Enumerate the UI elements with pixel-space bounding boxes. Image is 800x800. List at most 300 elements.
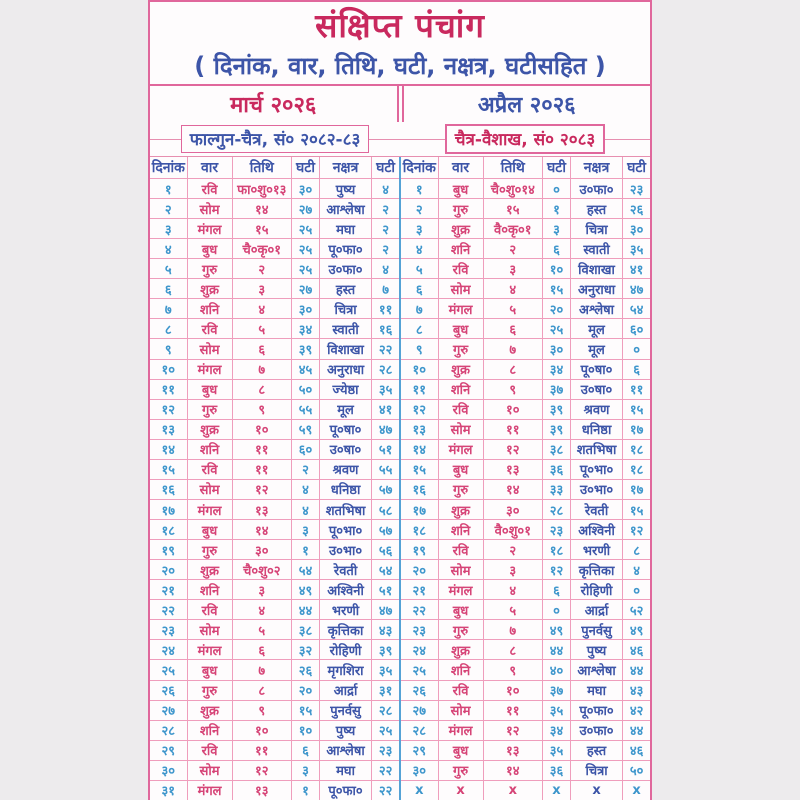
table-row [401, 420, 650, 440]
nakshatra-cell: आर्द्रा [571, 600, 623, 619]
nakshatra-cell: पू०फा० [571, 701, 623, 720]
weekday-cell: शुक्र [188, 560, 233, 579]
weekday-cell: गुरु [188, 259, 233, 278]
date-cell: ५ [401, 259, 439, 278]
table-row [401, 339, 650, 359]
nakshatra-cell: अनुराधा [320, 360, 372, 379]
table-row [401, 580, 650, 600]
table-row [401, 400, 650, 420]
ghati-cell: ४० [543, 660, 571, 679]
nakshatra-cell: मूल [320, 400, 372, 419]
nakshatra-cell: कृत्तिका [571, 560, 623, 579]
ghati-cell: २३ [543, 520, 571, 539]
weekday-cell: बुध [188, 660, 233, 679]
date-cell: ८ [150, 319, 188, 338]
tithi-cell: ४ [484, 580, 544, 599]
column-header: वार [188, 157, 233, 178]
ghati-cell: २ [382, 202, 389, 218]
nakshatra-cell: धनिष्ठा [320, 480, 372, 499]
ghati-cell: ४३ [629, 684, 644, 700]
table-row [150, 400, 399, 420]
ghati-cell: २३ [378, 744, 393, 760]
tithi-cell: ९ [233, 701, 293, 720]
tithi-cell: ५ [233, 319, 293, 338]
tithi-cell: ७ [233, 360, 293, 379]
nakshatra-cell: पू०फा० [320, 781, 372, 800]
ghati-cell: ३५ [378, 383, 393, 399]
tithi-cell: २ [484, 540, 544, 559]
table-row [401, 179, 650, 199]
tithi-cell: ३ [233, 580, 293, 599]
nakshatra-cell: कृत्तिका [320, 620, 372, 639]
table-row [401, 741, 650, 761]
weekday-cell: मंगल [439, 299, 484, 318]
ghati-cell: १० [543, 259, 571, 278]
tithi-cell: वै०कृ०१ [484, 219, 544, 238]
ghati-cell: ५५ [378, 463, 393, 479]
date-cell: २५ [150, 660, 188, 679]
tithi-cell: १३ [484, 741, 544, 760]
tithi-cell: ८ [233, 380, 293, 399]
tithi-cell: ९ [484, 380, 544, 399]
nakshatra-cell: चित्रा [571, 219, 623, 238]
table-row [401, 480, 650, 500]
ghati-cell: २३ [629, 182, 644, 198]
table-row [150, 560, 399, 580]
date-cell: १० [401, 360, 439, 379]
tithi-cell: चै०शु०२ [233, 560, 293, 579]
weekday-cell: शनि [188, 440, 233, 459]
ghati-cell: २५ [543, 319, 571, 338]
weekday-cell: रवि [188, 179, 233, 198]
ghati-cell: ३५ [543, 701, 571, 720]
samvat-row [150, 122, 650, 156]
weekday-cell: मंगल [188, 360, 233, 379]
weekday-cell: गुरु [188, 540, 233, 559]
tithi-cell: ६ [233, 339, 293, 358]
ghati-cell: ३० [292, 299, 320, 318]
tithi-cell: २ [233, 259, 293, 278]
nakshatra-cell: उ०षा० [571, 380, 623, 399]
weekday-cell: गुरु [188, 681, 233, 700]
ghati-cell: २२ [378, 343, 393, 358]
ghati-cell: ४४ [629, 664, 644, 679]
ghati-cell: १ [543, 199, 571, 218]
tithi-cell: ६ [484, 319, 544, 338]
ghati-cell: १ [292, 540, 320, 559]
tithi-cell: १४ [233, 199, 293, 218]
tithi-cell: १० [233, 721, 293, 740]
weekday-cell: x [439, 781, 484, 800]
weekday-cell: शनि [188, 299, 233, 318]
tithi-cell: ९ [233, 400, 293, 419]
column-header: नक्षत्र [320, 157, 372, 178]
date-cell: २४ [150, 640, 188, 659]
table-header-row [401, 157, 650, 179]
weekday-cell: सोम [188, 620, 233, 639]
ghati-cell: ० [633, 583, 640, 599]
weekday-cell: सोम [188, 199, 233, 218]
date-cell: २६ [150, 681, 188, 700]
table-row [401, 239, 650, 259]
nakshatra-cell: अश्लेषा [571, 299, 623, 318]
weekday-cell: मंगल [188, 500, 233, 519]
tithi-cell: ८ [484, 360, 544, 379]
ghati-cell: ५१ [378, 443, 393, 459]
weekday-cell: शनि [439, 380, 484, 399]
ghati-cell: ५७ [378, 483, 393, 499]
tithi-cell: ३० [484, 500, 544, 519]
nakshatra-cell: रेवती [320, 560, 372, 579]
weekday-cell: रवि [188, 460, 233, 479]
nakshatra-cell: धनिष्ठा [571, 420, 623, 439]
date-cell: २१ [401, 580, 439, 599]
ghati-cell: ४२ [629, 704, 644, 720]
column-header: दिनांक [150, 157, 188, 178]
ghati-cell: २७ [292, 279, 320, 298]
ghati-cell: ४ [633, 563, 640, 579]
table-row [150, 259, 399, 279]
tithi-cell: चै०शु०१४ [484, 179, 544, 198]
table-row [150, 540, 399, 560]
ghati-cell: ६ [543, 580, 571, 599]
ghati-cell: ५७ [378, 523, 393, 539]
nakshatra-cell: पुनर्वसु [571, 620, 623, 639]
date-cell: २८ [401, 721, 439, 740]
table-row [401, 440, 650, 460]
samvat-label-right: चैत्र-वैशाख, सं० २०८३ [445, 124, 606, 154]
tithi-cell: १३ [233, 781, 293, 800]
table-row [401, 259, 650, 279]
ghati-cell: ० [543, 600, 571, 619]
tithi-cell: १२ [233, 761, 293, 780]
date-cell: २४ [401, 640, 439, 659]
tithi-cell: ७ [233, 660, 293, 679]
date-cell: १७ [150, 500, 188, 519]
date-cell: ९ [401, 339, 439, 358]
weekday-cell: मंगल [188, 219, 233, 238]
date-cell: २१ [150, 580, 188, 599]
page-title: संक्षिप्त पंचांग [315, 5, 485, 45]
weekday-cell: रवि [439, 400, 484, 419]
date-cell: १४ [401, 440, 439, 459]
nakshatra-cell: आश्लेषा [571, 660, 623, 679]
ghati-cell: २० [292, 681, 320, 700]
nakshatra-cell: आश्लेषा [320, 741, 372, 760]
tithi-cell: ४ [484, 279, 544, 298]
weekday-cell: शुक्र [439, 500, 484, 519]
table-row [401, 620, 650, 640]
ghati-cell: १७ [629, 483, 644, 499]
tithi-cell: ११ [484, 701, 544, 720]
date-cell: १९ [150, 540, 188, 559]
ghati-cell: २ [292, 460, 320, 479]
ghati-cell: ३९ [378, 643, 393, 659]
date-cell: १४ [150, 440, 188, 459]
table-row [150, 380, 399, 400]
tithi-cell: फा०शु०१३ [233, 179, 293, 198]
ghati-cell: २५ [292, 219, 320, 238]
nakshatra-cell: उ०षा० [320, 440, 372, 459]
column-header: तिथि [484, 157, 544, 178]
date-cell: १२ [150, 400, 188, 419]
table-row [401, 761, 650, 781]
table-row [401, 279, 650, 299]
ghati-cell: ३० [292, 179, 320, 198]
nakshatra-cell: पुनर्वसु [320, 701, 372, 720]
weekday-cell: गुरु [439, 339, 484, 358]
nakshatra-cell: आश्लेषा [320, 199, 372, 218]
nakshatra-cell: ज्येष्ठा [320, 380, 372, 399]
date-cell: ७ [150, 299, 188, 318]
april-table [401, 157, 650, 800]
column-header: घटी [627, 159, 647, 176]
weekday-cell: गुरु [188, 400, 233, 419]
ghati-cell: ४७ [378, 423, 393, 439]
ghati-cell: ४ [292, 480, 320, 499]
date-cell: १७ [401, 500, 439, 519]
tithi-cell: १० [484, 400, 544, 419]
ghati-cell: १७ [629, 423, 644, 439]
table-row [401, 781, 650, 800]
ghati-cell: ३६ [543, 460, 571, 479]
ghati-cell: ३७ [543, 681, 571, 700]
nakshatra-cell: स्वाती [320, 319, 372, 338]
tables-area [150, 156, 650, 800]
date-cell: १० [150, 360, 188, 379]
date-cell: २८ [150, 721, 188, 740]
tithi-cell: ७ [484, 339, 544, 358]
ghati-cell: ४७ [378, 603, 393, 619]
ghati-cell: २८ [543, 500, 571, 519]
nakshatra-cell: विशाखा [320, 339, 372, 358]
date-cell: २ [401, 199, 439, 218]
table-row [150, 219, 399, 239]
ghati-cell: १५ [543, 279, 571, 298]
date-cell: ३ [401, 219, 439, 238]
column-header: तिथि [233, 157, 293, 178]
ghati-cell: २२ [378, 764, 393, 780]
ghati-cell: ३५ [629, 242, 644, 258]
nakshatra-cell: पू०भा० [571, 460, 623, 479]
table-header-row [150, 157, 399, 179]
weekday-cell: गुरु [439, 480, 484, 499]
tithi-cell: x [484, 781, 544, 800]
ghati-cell: ६ [633, 363, 640, 379]
nakshatra-cell: मघा [571, 681, 623, 700]
tithi-cell: वै०शु०१ [484, 520, 544, 539]
table-row [150, 741, 399, 761]
date-cell: २७ [150, 701, 188, 720]
table-row [401, 299, 650, 319]
table-row [401, 660, 650, 680]
weekday-cell: रवि [188, 600, 233, 619]
table-row [150, 640, 399, 660]
nakshatra-cell: आर्द्रा [320, 681, 372, 700]
nakshatra-cell: पुष्य [571, 640, 623, 659]
weekday-cell: शुक्र [188, 279, 233, 298]
ghati-cell: २८ [378, 363, 393, 379]
page-subtitle: ( दिनांक, वार, तिथि, घटी, नक्षत्र, घटीसहित ) [194, 51, 606, 80]
nakshatra-cell: मूल [571, 339, 623, 358]
ghati-cell: ४४ [543, 640, 571, 659]
ghati-cell: १६ [378, 322, 393, 338]
date-cell: १ [150, 179, 188, 198]
date-cell: २ [150, 199, 188, 218]
ghati-cell: ३१ [378, 684, 393, 700]
date-cell: १६ [150, 480, 188, 499]
tithi-cell: ८ [233, 681, 293, 700]
table-row [150, 721, 399, 741]
nakshatra-cell: श्रवण [571, 400, 623, 419]
table-row [401, 560, 650, 580]
ghati-cell: २६ [629, 202, 644, 218]
ghati-cell: ८ [633, 543, 640, 559]
nakshatra-cell: उ०भा० [320, 540, 372, 559]
date-cell: ३ [150, 219, 188, 238]
ghati-cell: ३९ [543, 400, 571, 419]
date-cell: २२ [401, 600, 439, 619]
table-row [150, 580, 399, 600]
nakshatra-cell: पू०षा० [320, 420, 372, 439]
date-cell: २० [150, 560, 188, 579]
nakshatra-cell: अश्विनी [571, 520, 623, 539]
nakshatra-cell: पुष्य [320, 721, 372, 740]
tithi-cell: ८ [484, 640, 544, 659]
date-cell: ३० [150, 761, 188, 780]
date-cell: २९ [150, 741, 188, 760]
nakshatra-cell: विशाखा [571, 259, 623, 278]
tithi-cell: १२ [233, 480, 293, 499]
ghati-cell: ५५ [292, 400, 320, 419]
nakshatra-cell: उ०भा० [571, 480, 623, 499]
table-row [401, 640, 650, 660]
weekday-cell: गुरु [439, 199, 484, 218]
ghati-cell: १८ [629, 443, 644, 459]
ghati-cell: २५ [378, 724, 393, 740]
ghati-cell: ४९ [543, 620, 571, 639]
ghati-cell: ५४ [378, 563, 393, 579]
nakshatra-cell: पुष्य [320, 179, 372, 198]
ghati-cell: ४६ [629, 643, 644, 659]
nakshatra-cell: चित्रा [571, 761, 623, 780]
tithi-cell: १२ [484, 440, 544, 459]
table-row [150, 500, 399, 520]
weekday-cell: सोम [439, 279, 484, 298]
date-cell: ११ [401, 380, 439, 399]
ghati-cell: ३ [292, 520, 320, 539]
ghati-cell: ५० [629, 764, 644, 780]
nakshatra-cell: रेवती [571, 500, 623, 519]
tithi-cell: १० [484, 681, 544, 700]
ghati-cell: ३३ [543, 480, 571, 499]
weekday-cell: रवि [439, 259, 484, 278]
tithi-cell: ३ [484, 259, 544, 278]
weekday-cell: बुध [439, 179, 484, 198]
weekday-cell: मंगल [439, 580, 484, 599]
weekday-cell: रवि [439, 540, 484, 559]
ghati-cell: १५ [292, 701, 320, 720]
date-cell: ८ [401, 319, 439, 338]
ghati-cell: ३५ [543, 741, 571, 760]
ghati-cell: ४४ [292, 600, 320, 619]
date-cell: ७ [401, 299, 439, 318]
ghati-cell: ३० [629, 222, 644, 238]
nakshatra-cell: शतभिषा [320, 500, 372, 519]
weekday-cell: सोम [188, 339, 233, 358]
ghati-cell: ३ [543, 219, 571, 238]
ghati-cell: ४४ [629, 724, 644, 740]
weekday-cell: सोम [188, 480, 233, 499]
weekday-cell: सोम [188, 761, 233, 780]
ghati-cell: x [632, 782, 641, 798]
ghati-cell: १२ [629, 523, 644, 539]
date-cell: १२ [401, 400, 439, 419]
month-title-april: अप्रैल २०२६ [477, 93, 576, 118]
table-row [150, 781, 399, 800]
weekday-cell: शनि [439, 239, 484, 258]
ghati-cell: १० [292, 721, 320, 740]
table-row [150, 620, 399, 640]
date-cell: ६ [401, 279, 439, 298]
weekday-cell: सोम [439, 560, 484, 579]
ghati-cell: ६० [292, 440, 320, 459]
ghati-cell: ४५ [292, 360, 320, 379]
weekday-cell: बुध [188, 380, 233, 399]
ghati-cell: २५ [292, 259, 320, 278]
ghati-cell: ३९ [543, 420, 571, 439]
table-row [401, 540, 650, 560]
date-cell: १६ [401, 480, 439, 499]
date-cell: ३० [401, 761, 439, 780]
ghati-cell: ४ [292, 500, 320, 519]
date-cell: १५ [401, 460, 439, 479]
nakshatra-cell: हस्त [571, 741, 623, 760]
table-row [150, 460, 399, 480]
table-row [150, 319, 399, 339]
tithi-cell: ३ [484, 560, 544, 579]
ghati-cell: २ [382, 222, 389, 238]
column-header: वार [439, 157, 484, 178]
nakshatra-cell: चित्रा [320, 299, 372, 318]
ghati-cell: ५९ [292, 420, 320, 439]
ghati-cell: २० [543, 299, 571, 318]
ghati-cell: ४१ [378, 403, 393, 419]
weekday-cell: रवि [188, 319, 233, 338]
ghati-cell: ४६ [629, 744, 644, 760]
ghati-cell: २२ [378, 784, 393, 800]
date-cell: ३१ [150, 781, 188, 800]
tithi-cell: १३ [484, 460, 544, 479]
ghati-cell: ३ [292, 761, 320, 780]
weekday-cell: बुध [439, 319, 484, 338]
date-cell: x [401, 781, 439, 800]
table-row [150, 420, 399, 440]
weekday-cell: बुध [188, 520, 233, 539]
ghati-cell: ३८ [543, 440, 571, 459]
weekday-cell: रवि [188, 741, 233, 760]
ghati-cell: १२ [543, 560, 571, 579]
table-row [150, 520, 399, 540]
tithi-cell: ५ [484, 299, 544, 318]
tithi-cell: १४ [484, 761, 544, 780]
column-header: नक्षत्र [571, 157, 623, 178]
table-row [150, 199, 399, 219]
tithi-cell: ४ [233, 299, 293, 318]
ghati-cell: १८ [543, 540, 571, 559]
date-cell: ४ [401, 239, 439, 258]
ghati-cell: १ [292, 781, 320, 800]
